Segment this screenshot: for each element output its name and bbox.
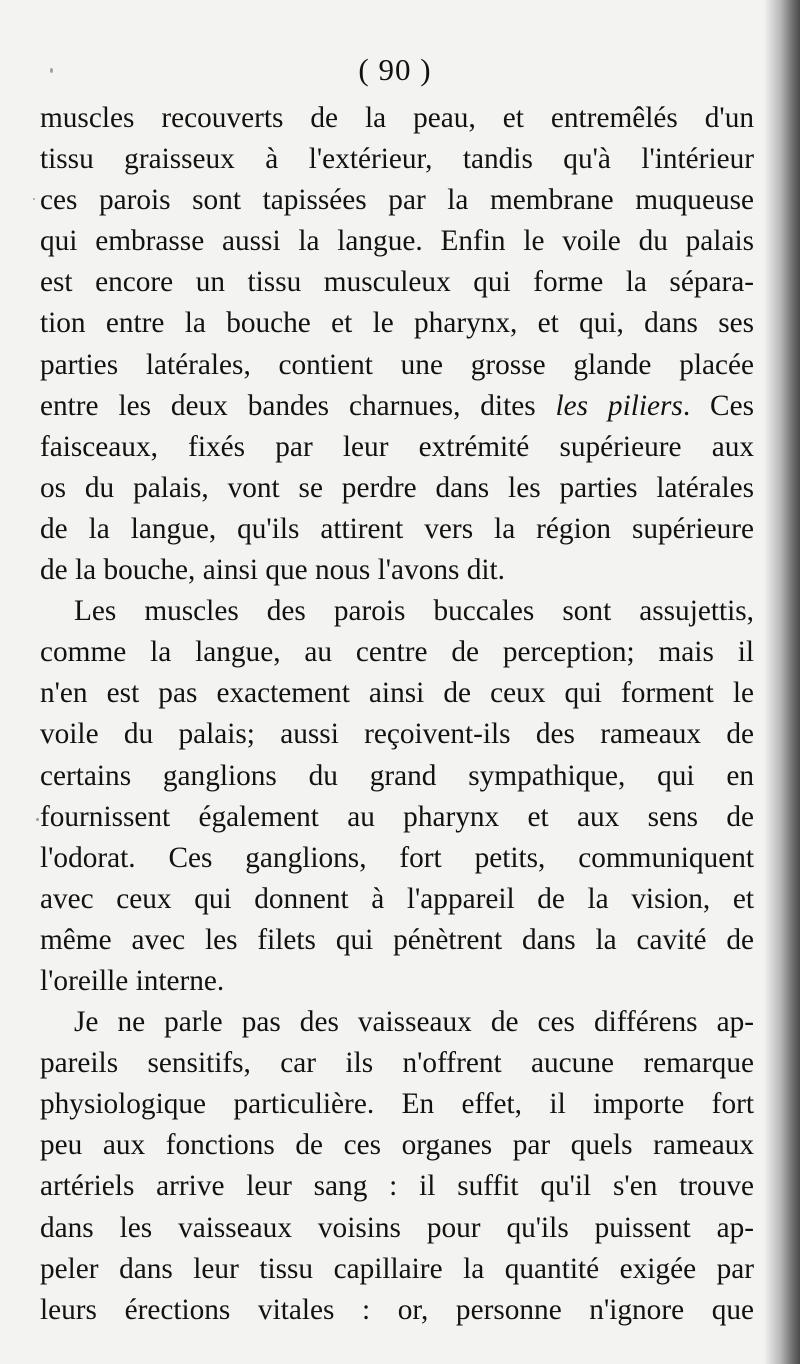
text-line: de la langue, qu'ils attirent vers la région supérieure <box>40 512 754 545</box>
text-line: Les muscles des parois buccales sont assujettis, <box>74 595 754 628</box>
text-line: est encore un tissu musculeux qui forme la sépara- <box>40 266 754 299</box>
text-line-part: . Ces <box>682 389 754 422</box>
text-line: dans les vaisseaux voisins pour qu'ils puissent ap- <box>40 1211 754 1244</box>
text-line: n'en est pas exactement ainsi de ceux qui forment le <box>40 677 754 710</box>
text-line: voile du palais; aussi reçoivent-ils des rameaux de <box>40 718 754 751</box>
text-line: certains ganglions du grand sympathique, qui en <box>40 759 754 792</box>
text-line: comme la langue, au centre de perception; mais il <box>40 636 754 669</box>
text-line: de la bouche, ainsi que nous l'avons dit. <box>40 554 505 587</box>
text-line: os du palais, vont se perdre dans les parties latérales <box>40 471 754 504</box>
italic-term: les piliers <box>555 389 683 422</box>
text-line: artériels arrive leur sang : il suffit qu'il s'en trouve <box>40 1170 754 1203</box>
text-line: qui embrasse aussi la langue. Enfin le voile du palais <box>40 225 754 258</box>
body-text <box>40 98 754 1331</box>
scan-speck <box>36 818 39 821</box>
page-edge-shadow <box>764 0 800 1364</box>
scan-speck <box>50 68 53 73</box>
text-line: peler dans leur tissu capillaire la quantité exigée par <box>40 1252 754 1285</box>
text-line: avec ceux qui donnent à l'appareil de la vision, et <box>40 882 754 915</box>
text-line: faisceaux, fixés par leur extrémité supérieure aux <box>40 430 754 463</box>
text-line: leurs érections vitales : or, personne n'ignore que <box>40 1293 754 1326</box>
text-line: muscles recouverts de la peau, et entremêlés d'un <box>40 102 754 134</box>
text-line: pareils sensitifs, car ils n'offrent aucune remarque <box>40 1047 754 1080</box>
text-line: même avec les filets qui pénètrent dans la cavité de <box>40 923 754 956</box>
text-line: parties latérales, contient une grosse glande placée <box>40 348 754 381</box>
text-line: tissu graisseux à l'extérieur, tandis qu'à l'intérieur <box>40 143 754 176</box>
page-number: ( 90 ) <box>358 52 432 87</box>
text-line <box>40 386 754 427</box>
text-line: tion entre la bouche et le pharynx, et qui, dans ses <box>40 307 754 340</box>
text-line: l'odorat. Ces ganglions, fort petits, communiquent <box>40 841 754 874</box>
text-line: Je ne parle pas des vaisseaux de ces différens ap- <box>74 1006 754 1039</box>
text-line: l'oreille interne. <box>40 964 225 997</box>
scan-speck <box>33 198 35 200</box>
text-line-part: entre les deux bandes charnues, dites <box>40 389 556 422</box>
text-line: ces parois sont tapissées par la membrane muqueuse <box>40 184 754 217</box>
text-line: physiologique particulière. En effet, il importe fort <box>40 1088 754 1121</box>
text-line: fournissent également au pharynx et aux sens de <box>40 800 754 833</box>
text-line: peu aux fonctions de ces organes par quels rameaux <box>40 1129 754 1162</box>
